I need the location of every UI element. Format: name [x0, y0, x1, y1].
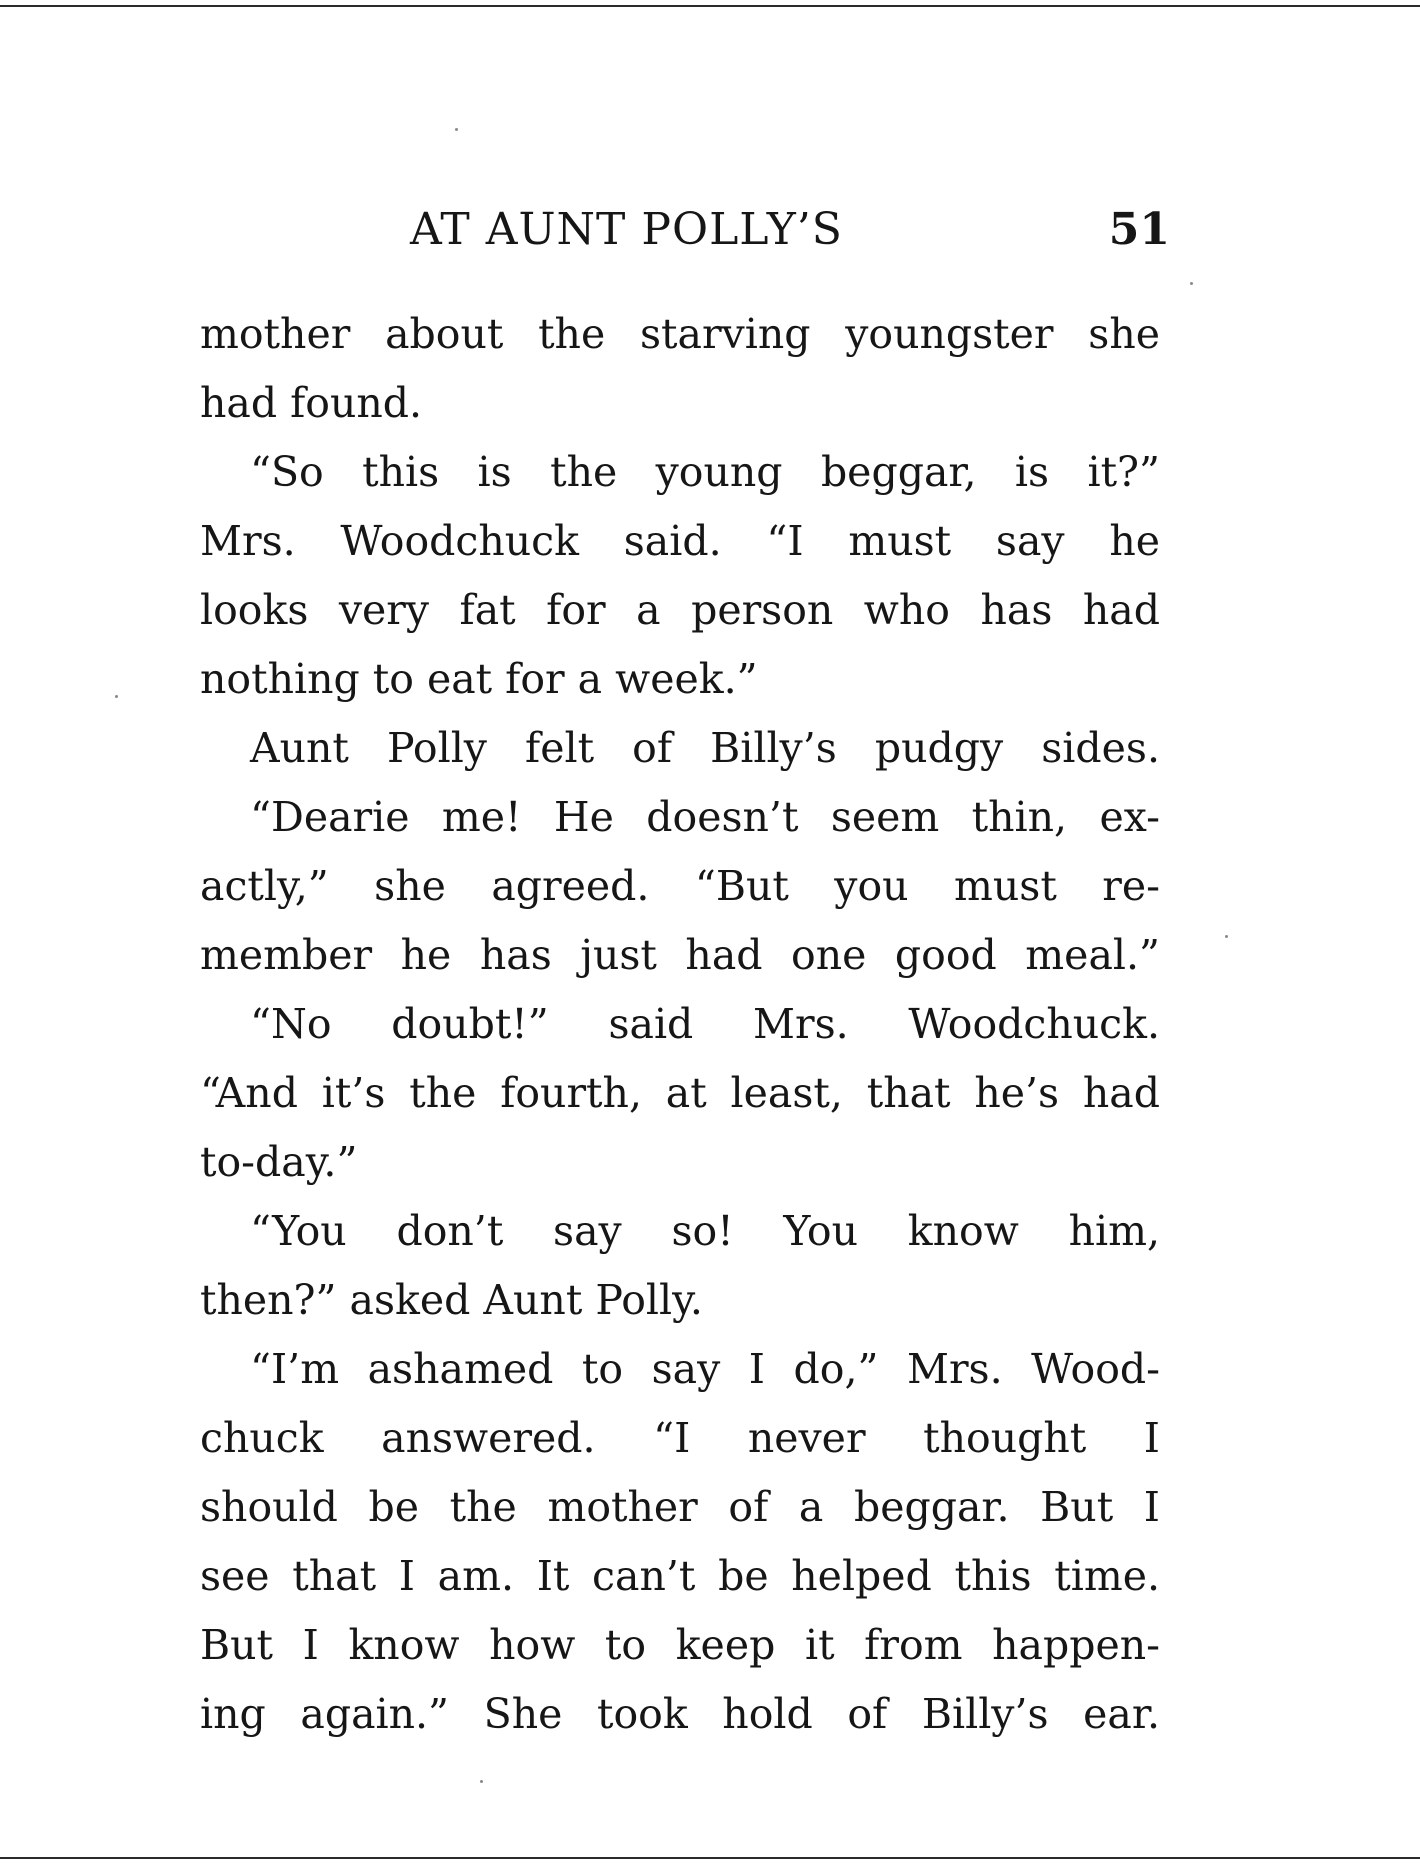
text-line: “I’m ashamed to say I do,” Mrs. Wood- [250, 1345, 1160, 1393]
text-line: mother about the starving youngster she [200, 310, 1160, 358]
text-line: to-day.” [200, 1138, 358, 1186]
body-text [200, 300, 1160, 1749]
text-line: member he has just had one good meal.” [200, 931, 1160, 979]
text-line: should be the mother of a beggar. But I [200, 1483, 1160, 1531]
top-scan-edge-line [0, 5, 1420, 7]
text-line: “No doubt!” said Mrs. Woodchuck. [250, 1000, 1160, 1048]
text-line: had found. [200, 379, 423, 427]
text-line: ing again.” She took hold of Billy’s ear. [200, 1690, 1160, 1738]
text-line: Aunt Polly felt of Billy’s pudgy sides. [250, 724, 1160, 772]
text-line: Mrs. Woodchuck said. “I must say he [200, 517, 1160, 565]
text-line: actly,” she agreed. “But you must re- [200, 862, 1160, 910]
scan-speck [1225, 935, 1228, 938]
text-line: chuck answered. “I never thought I [200, 1414, 1160, 1462]
text-line: “Dearie me! He doesn’t seem thin, ex- [250, 793, 1160, 841]
running-head [200, 200, 1200, 260]
text-line: “So this is the young beggar, is it?” [250, 448, 1160, 496]
text-line: “And it’s the fourth, at least, that he’s had [200, 1069, 1160, 1117]
text-line: see that I am. It can’t be helped this time. [200, 1552, 1160, 1600]
scan-speck [1190, 282, 1193, 285]
text-line: But I know how to keep it from happen- [200, 1621, 1160, 1669]
text-line: then?” asked Aunt Polly. [200, 1276, 703, 1324]
text-line: looks very fat for a person who has had [200, 586, 1160, 634]
text-line: nothing to eat for a week.” [200, 655, 758, 703]
page-number: 51 [1108, 204, 1170, 255]
running-head-title: AT AUNT POLLY’S [410, 204, 843, 255]
scan-speck [455, 128, 458, 131]
scan-speck [480, 1780, 483, 1783]
scan-speck [115, 695, 118, 698]
bottom-scan-edge-line [0, 1857, 1420, 1859]
text-line: “You don’t say so! You know him, [250, 1207, 1160, 1255]
